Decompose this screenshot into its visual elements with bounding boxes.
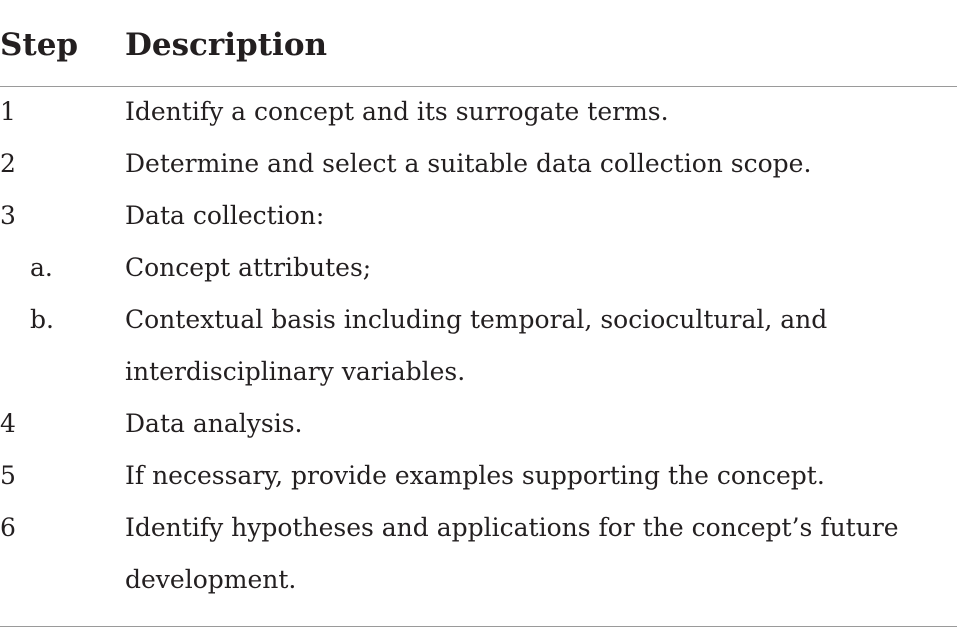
column-header-step: Step	[0, 27, 79, 63]
step-description	[125, 502, 899, 606]
table-row-sub	[0, 294, 957, 398]
column-header-description: Description	[125, 27, 328, 63]
step-number: 6	[0, 513, 16, 542]
step-description-line: Contextual basis including temporal, sociocultural, and	[125, 305, 828, 334]
sub-step-letter: a.	[30, 253, 53, 282]
step-description: Determine and select a suitable data collection scope.	[125, 149, 812, 178]
table-row	[0, 190, 957, 242]
table-row	[0, 502, 957, 606]
step-description: Data analysis.	[125, 409, 303, 438]
step-number: 2	[0, 149, 16, 178]
step-description: If necessary, provide examples supporting the concept.	[125, 461, 825, 490]
step-description: Data collection:	[125, 201, 325, 230]
step-number: 4	[0, 409, 16, 438]
table-row	[0, 450, 957, 502]
step-description-line: Identify hypotheses and applications for the concept’s future	[125, 513, 899, 542]
table-bottom-rule	[0, 626, 957, 627]
table-row	[0, 398, 957, 450]
step-description: Identify a concept and its surrogate terms.	[125, 97, 669, 126]
step-description-line: interdisciplinary variables.	[125, 357, 466, 386]
table-row-sub	[0, 242, 957, 294]
step-number: 3	[0, 201, 16, 230]
step-description	[125, 294, 827, 398]
table-row	[0, 138, 957, 190]
table-body	[0, 86, 957, 606]
step-number: 5	[0, 461, 16, 490]
sub-step-letter: b.	[30, 305, 54, 334]
step-number: 1	[0, 97, 16, 126]
table-row	[0, 86, 957, 138]
table-header-row	[0, 20, 957, 70]
step-description: Concept attributes;	[125, 253, 372, 282]
step-description-line: development.	[125, 565, 297, 594]
